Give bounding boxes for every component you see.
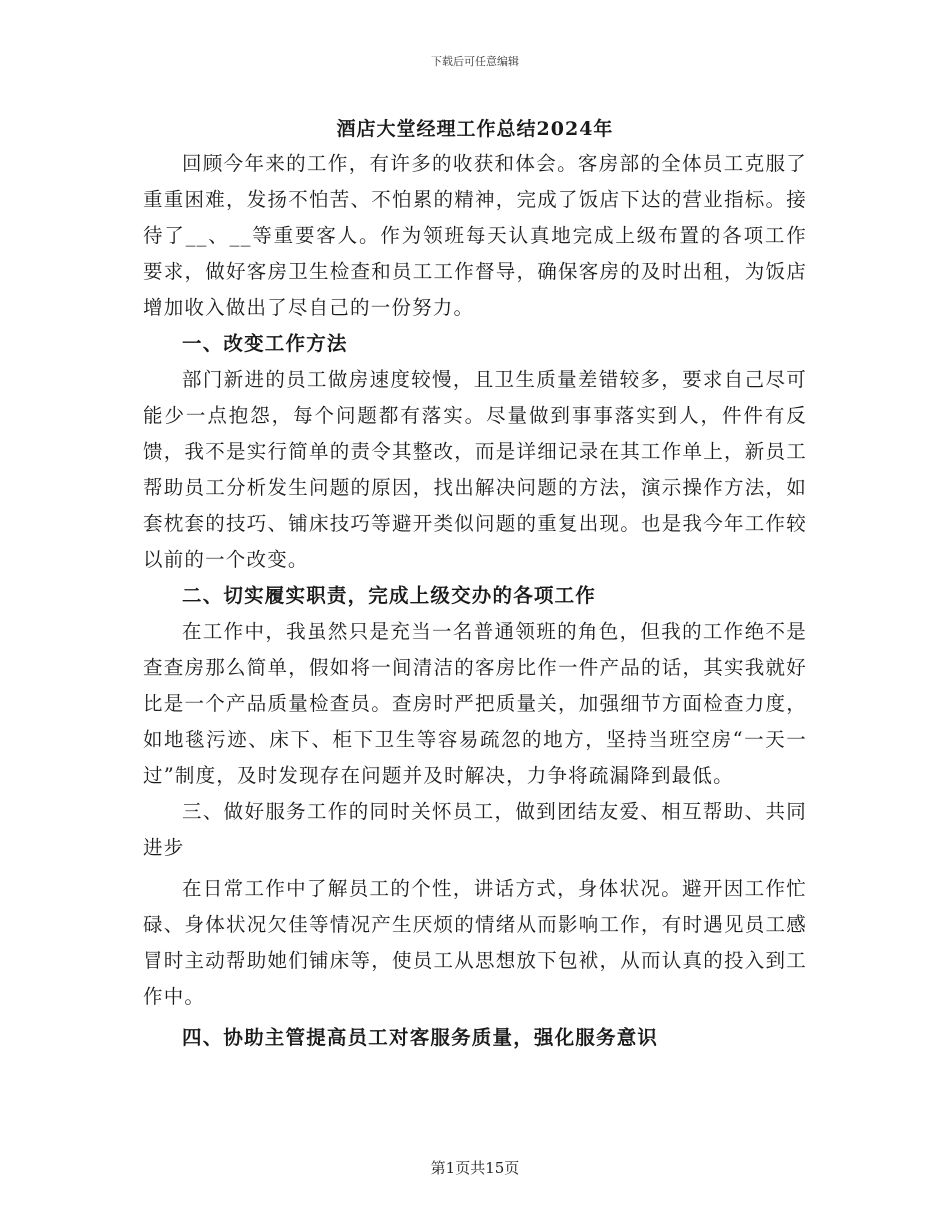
section-heading-4: 四、协助主管提高员工对客服务质量，强化服务意识 — [182, 1026, 659, 1049]
page-header: 下载后可任意编辑 — [431, 55, 519, 68]
document-title: 酒店大堂经理工作总结2024年 — [336, 118, 614, 140]
section-heading-2: 二、切实履实职责，完成上级交办的各项工作 — [182, 584, 597, 607]
page-footer: 第1页共15页 — [430, 1159, 520, 1177]
paragraph-section-3: 在日常工作中了解员工的个性，讲话方式，身体状况。避开因工作忙碌、身体状况欠佳等情况产生厌烦的情绪从而影响工作，有时遇见员工感冒时主动帮助她们铺床等，使员工从思想放下包袱，从而认真的投入到工作中。 — [143, 877, 807, 1008]
paragraph-intro: 回顾今年来的工作，有许多的收获和体会。客房部的全体员工克服了重重困难，发扬不怕苦、不怕累的精神，完成了饭店下达的营业指标。接待了__、__等重要客人。作为领班每天认真地完成上级布置的各项工作要求，做好客房卫生检查和员工工作督导，确保客房的及时出租，为饭店增加收入做出了尽自己的一份努力。 — [143, 152, 807, 319]
section-heading-3: 三、做好服务工作的同时关怀员工，做到团结友爱、相互帮助、共同进步 — [143, 800, 807, 859]
paragraph-section-2: 在工作中，我虽然只是充当一名普通领班的角色，但我的工作绝不是查查房那么简单，假如将一间清洁的客房比作一件产品的话，其实我就好比是一个产品质量检查员。查房时严把质量关，加强细节方面检查力度，如地毯污迹、床下、柜下卫生等容易疏忽的地方，坚持当班空房“一天一过”制度，及时发现存在问题并及时解决，力争将疏漏降到最低。 — [143, 620, 807, 787]
document-body — [143, 146, 807, 1056]
section-heading-1: 一、改变工作方法 — [182, 332, 348, 355]
paragraph-section-1: 部门新进的员工做房速度较慢，且卫生质量差错较多，要求自己尽可能少一点抱怨，每个问题都有落实。尽量做到事事落实到人，件件有反馈，我不是实行简单的责令其整改，而是详细记录在其工作单上，新员工帮助员工分析发生问题的原因，找出解决问题的方法，演示操作方法，如套枕套的技巧、铺床技巧等避开类似问题的重复出现。也是我今年工作较以前的一个改变。 — [143, 368, 807, 571]
